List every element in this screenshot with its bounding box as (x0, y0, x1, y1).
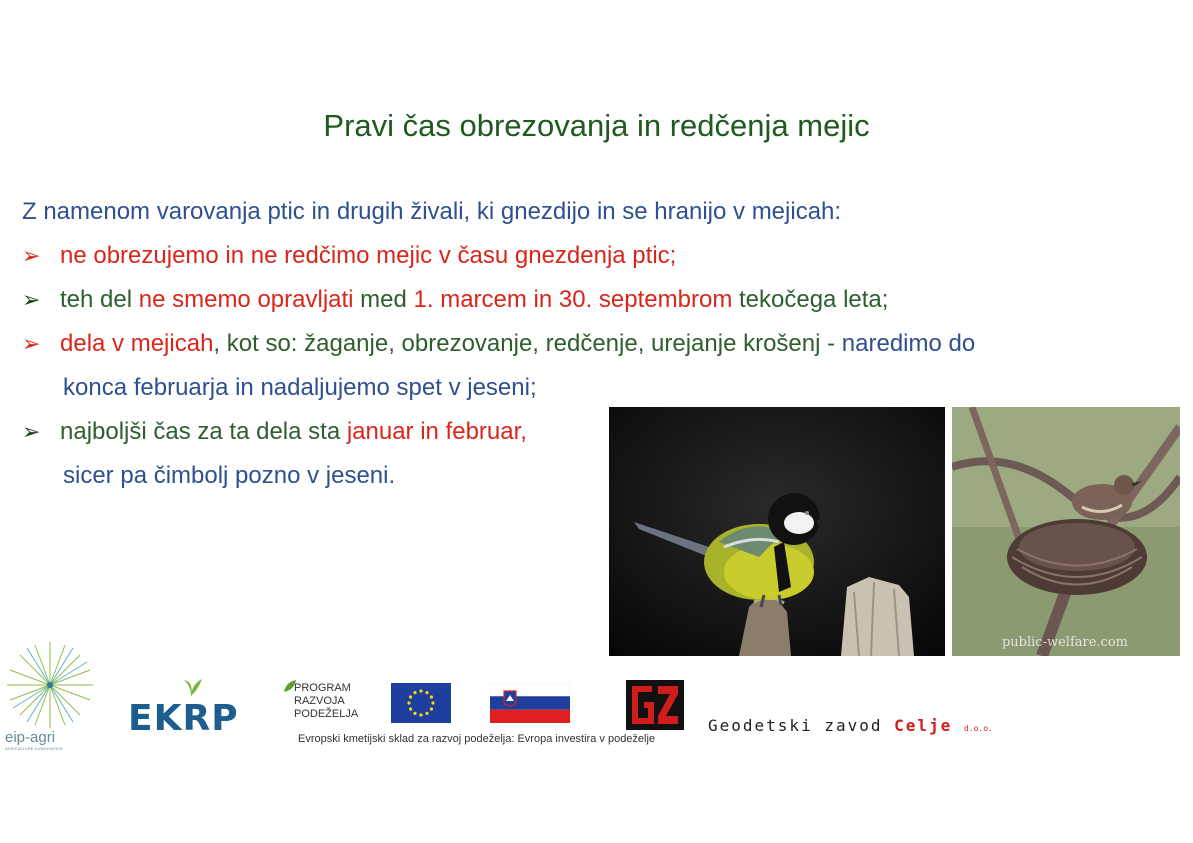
arrow-bullet-icon: ➢ (22, 287, 41, 312)
photo-watermark: public-welfare.com (1001, 635, 1128, 650)
eip-agri-name: eip-agri (5, 729, 56, 746)
eu-flag (391, 683, 451, 728)
list-item: ➢ teh del ne smemo opravljati med 1. marcem in 30. septembrom tekočega leta; (22, 278, 975, 322)
list-item: ➢ ne obrezujemo in ne redčimo mejic v času gnezdenja ptic; (22, 234, 975, 278)
gz-company-name: Geodetski zavod Celje d.o.o. (708, 716, 993, 735)
sprout-icon (176, 676, 206, 696)
slovenia-flag-icon (490, 683, 570, 723)
bird-nest-icon (952, 407, 1180, 656)
gz-mark-icon (626, 676, 684, 734)
eip-agri-burst-icon (5, 640, 95, 730)
eip-agri-logo (5, 640, 95, 760)
arrow-bullet-icon: ➢ (22, 419, 41, 444)
program-line: PODEŽELJA (294, 708, 359, 720)
fund-caption: Evropski kmetijski sklad za razvoj podeželja: Evropa investira v podeželje (298, 733, 656, 745)
slovenia-flag (490, 683, 570, 728)
program-line: PROGRAM (294, 682, 351, 694)
great-tit-photo (609, 407, 945, 656)
bird-nest-photo (952, 407, 1180, 656)
ekrp-name: EKRP (128, 698, 239, 739)
page-title: Pravi čas obrezovanja in redčenja mejic (323, 108, 870, 143)
list-item: ➢ dela v mejicah, kot so: žaganje, obrezovanje, redčenje, urejanje krošenj - naredimo do (22, 322, 975, 366)
great-tit-bird-icon (609, 407, 945, 656)
eu-flag-icon (391, 683, 451, 723)
intro-text: Z namenom varovanja ptic in drugih živali, ki gnezdijo in se hranijo v mejicah: (22, 198, 842, 225)
gz-logo (626, 676, 684, 739)
eip-agri-subtitle: AGRICULTURE & INNOVATION (5, 746, 63, 751)
program-line: RAZVOJA (294, 695, 345, 707)
arrow-bullet-icon: ➢ (22, 243, 41, 268)
list-item-continuation: sicer pa čimbolj pozno v jeseni. (63, 462, 396, 489)
list-item: ➢ najboljši čas za ta dela sta januar in februar, (22, 410, 975, 454)
list-item-continuation: konca februarja in nadaljujemo spet v jeseni; (63, 374, 537, 401)
arrow-bullet-icon: ➢ (22, 331, 41, 356)
